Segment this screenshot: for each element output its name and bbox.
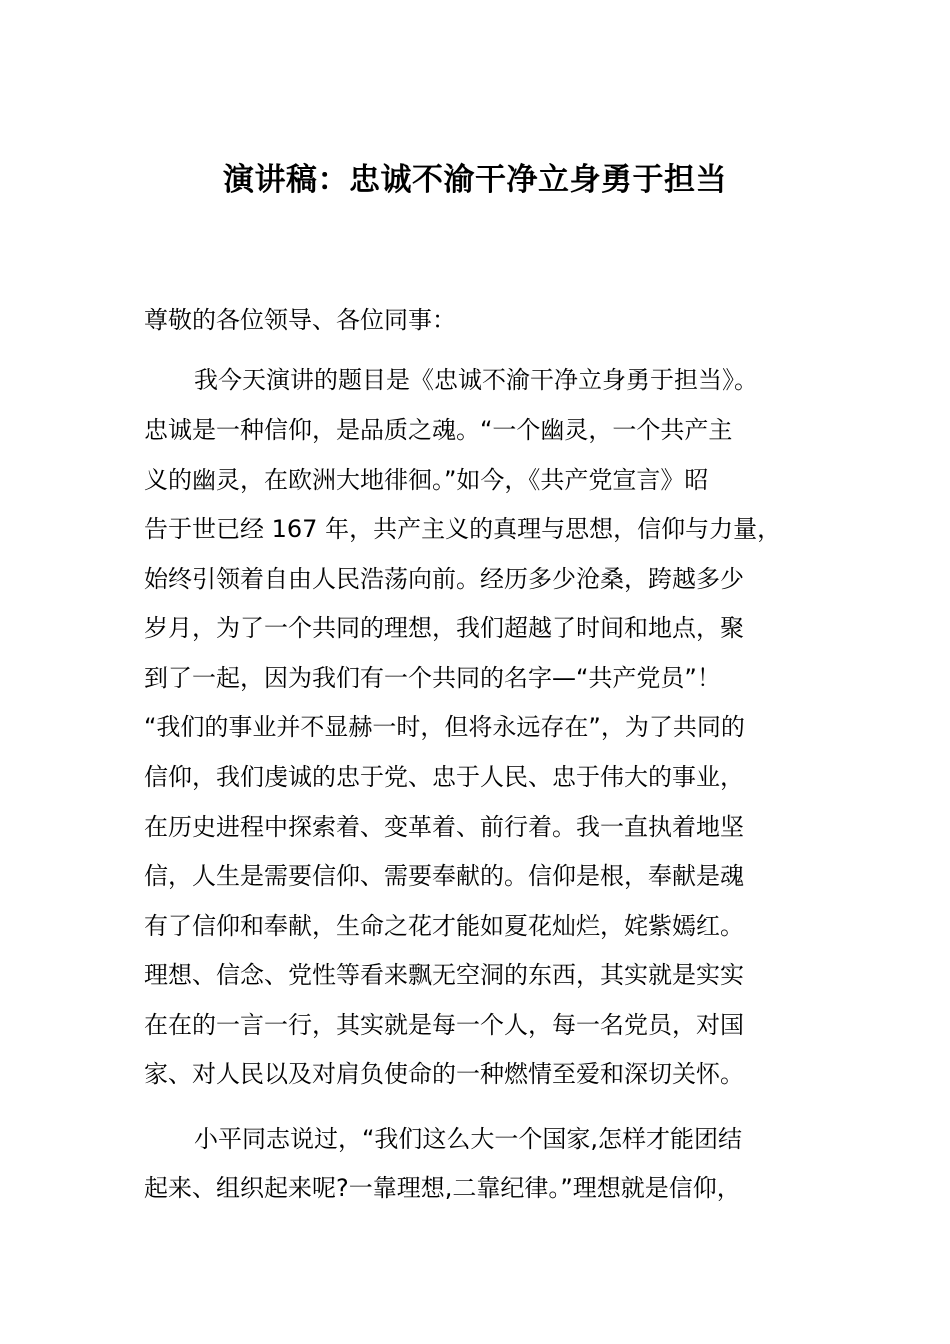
paragraph-line: 有了信仰和奉献，生命之花才能如夏花灿烂，姹紫嫣红。 [144,912,744,940]
paragraph-line: 始终引领着自由人民浩荡向前。经历多少沧桑，跨越多少 [144,565,744,593]
paragraph-line: 家、对人民以及对肩负使命的一种燃情至爱和深切关怀。 [144,1060,744,1088]
paragraph-line: “我们的事业并不显赫一时，但将永远存在”，为了共同的 [144,713,745,741]
paragraph-line: 小平同志说过，“我们这么大一个国家,怎样才能团结 [194,1125,743,1153]
paragraph-line: 理想、信念、党性等看来飘无空洞的东西，其实就是实实 [144,961,744,989]
paragraph-line: 到了一起，因为我们有一个共同的名字—“共产党员”！ [144,664,721,692]
paragraph-line: 忠诚是一种信仰，是品质之魂。“一个幽灵，一个共产主 [144,416,733,444]
paragraph-line: 在历史进程中探索着、变革着、前行着。我一直执着地坚 [144,813,744,841]
paragraph-line: 岁月，为了一个共同的理想，我们超越了时间和地点，聚 [144,614,744,642]
paragraph-line: 义的幽灵，在欧洲大地徘徊。”如今，《共产党宣言》昭 [144,466,709,494]
paragraph-line: 信，人生是需要信仰、需要奉献的。信仰是根，奉献是魂 [144,862,744,890]
paragraph-line: 起来、组织起来呢?一靠理想,二靠纪律。”理想就是信仰， [144,1174,741,1202]
document-title: 演讲稿：忠诚不渝干净立身勇于担当 [223,162,727,198]
salutation: 尊敬的各位领导、各位同事： [144,306,456,334]
paragraph-line: 告于世已经 167 年，共产主义的真理与思想，信仰与力量， [144,515,782,543]
paragraph-line: 信仰，我们虔诚的忠于党、忠于人民、忠于伟大的事业， [144,763,744,791]
paragraph-line: 我今天演讲的题目是《忠诚不渝干净立身勇于担当》。 [194,366,758,394]
paragraph-line: 在在的一言一行，其实就是每一个人，每一名党员，对国 [144,1011,744,1039]
